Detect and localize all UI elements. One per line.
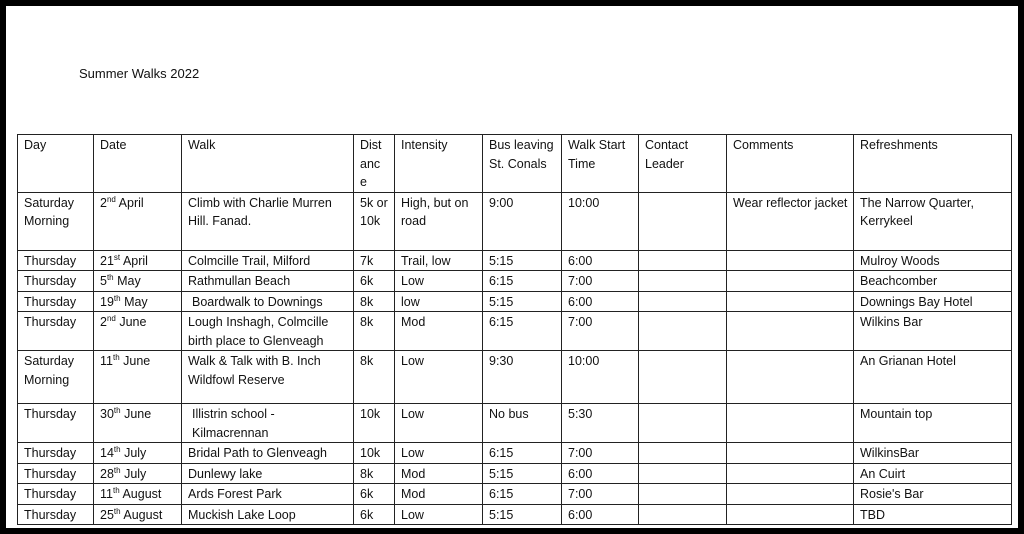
- cell-intensity: High, but on road: [395, 192, 483, 250]
- cell-comments: [727, 504, 854, 525]
- cell-date: [94, 291, 182, 312]
- table-row: [18, 312, 1012, 351]
- cell-distance: 8k: [354, 291, 395, 312]
- cell-contact-leader: [639, 404, 727, 443]
- cell-bus: 5:15: [483, 250, 562, 271]
- cell-start-time: 6:00: [562, 463, 639, 484]
- cell-intensity: Trail, low: [395, 250, 483, 271]
- cell-date: [94, 404, 182, 443]
- cell-bus: 6:15: [483, 312, 562, 351]
- cell-bus: 5:15: [483, 291, 562, 312]
- date-day: 11: [100, 354, 113, 368]
- cell-walk: Colmcille Trail, Milford: [182, 250, 354, 271]
- cell-day: Thursday: [18, 504, 94, 525]
- cell-contact-leader: [639, 484, 727, 505]
- cell-date: [94, 271, 182, 292]
- header-distance: Dist anc e: [354, 135, 395, 193]
- date-day: 2: [100, 195, 107, 210]
- cell-contact-leader: [639, 312, 727, 351]
- cell-start-time: 10:00: [562, 351, 639, 404]
- cell-intensity: Mod: [395, 312, 483, 351]
- cell-day: Saturday Morning: [18, 192, 94, 250]
- cell-intensity: Low: [395, 351, 483, 404]
- date-day: 11: [100, 487, 113, 501]
- walks-table: [17, 134, 1012, 525]
- cell-start-time: 5:30: [562, 404, 639, 443]
- table-row: [18, 443, 1012, 464]
- document-page: [6, 6, 1018, 528]
- date-month: June: [119, 315, 147, 329]
- cell-start-time: 7:00: [562, 443, 639, 464]
- cell-contact-leader: [639, 443, 727, 464]
- cell-comments: [727, 404, 854, 443]
- table-row: [18, 463, 1012, 484]
- date-ordinal-suffix: th: [113, 406, 121, 415]
- cell-distance: 8k: [354, 463, 395, 484]
- table-row: [18, 192, 1012, 250]
- cell-walk: Muckish Lake Loop: [182, 504, 354, 525]
- cell-distance: 8k: [354, 312, 395, 351]
- date-day: 19: [100, 294, 114, 309]
- date-month: July: [124, 446, 147, 460]
- cell-date: [94, 484, 182, 505]
- cell-contact-leader: [639, 192, 727, 250]
- cell-date: [94, 504, 182, 525]
- cell-date: [94, 250, 182, 271]
- cell-refreshments: An Cuirt: [854, 463, 1012, 484]
- cell-day: Thursday: [18, 271, 94, 292]
- cell-comments: [727, 271, 854, 292]
- cell-bus: 6:15: [483, 271, 562, 292]
- date-day: 28: [100, 466, 114, 481]
- cell-day: Thursday: [18, 463, 94, 484]
- date-ordinal-suffix: th: [113, 465, 121, 475]
- cell-start-time: 7:00: [562, 271, 639, 292]
- date-month: May: [124, 294, 148, 309]
- date-ordinal-suffix: th: [113, 506, 121, 516]
- header-refreshments: Refreshments: [854, 135, 1012, 193]
- cell-bus: No bus: [483, 404, 562, 443]
- cell-date: [94, 192, 182, 250]
- cell-distance: 10k: [354, 404, 395, 443]
- cell-bus: 5:15: [483, 463, 562, 484]
- date-day: 2: [100, 315, 107, 329]
- cell-walk: Lough Inshagh, Colmcille birth place to Glenveagh: [182, 312, 354, 351]
- date-day: 30: [100, 407, 114, 421]
- cell-walk: Illistrin school - Kilmacrennan: [182, 404, 354, 443]
- cell-date: [94, 312, 182, 351]
- cell-date: [94, 463, 182, 484]
- date-ordinal-suffix: th: [106, 273, 114, 282]
- cell-refreshments: Mountain top: [854, 404, 1012, 443]
- cell-refreshments: The Narrow Quarter, Kerrykeel: [854, 192, 1012, 250]
- header-contact-leader: Contact Leader: [639, 135, 727, 193]
- cell-refreshments: WilkinsBar: [854, 443, 1012, 464]
- cell-distance: 6k: [354, 484, 395, 505]
- cell-contact-leader: [639, 291, 727, 312]
- date-month: April: [118, 195, 144, 210]
- page-title: Summer Walks 2022: [79, 66, 200, 81]
- cell-day: Thursday: [18, 404, 94, 443]
- cell-walk: Bridal Path to Glenveagh: [182, 443, 354, 464]
- cell-start-time: 7:00: [562, 484, 639, 505]
- table-row: [18, 484, 1012, 505]
- cell-refreshments: Mulroy Woods: [854, 250, 1012, 271]
- cell-refreshments: Rosie's Bar: [854, 484, 1012, 505]
- cell-intensity: Mod: [395, 463, 483, 484]
- table-row: [18, 404, 1012, 443]
- cell-start-time: 7:00: [562, 312, 639, 351]
- cell-bus: 9:00: [483, 192, 562, 250]
- date-month: June: [123, 354, 151, 368]
- cell-intensity: Low: [395, 443, 483, 464]
- cell-comments: Wear reflector jacket: [727, 192, 854, 250]
- cell-distance: 7k: [354, 250, 395, 271]
- table-row: [18, 271, 1012, 292]
- cell-comments: [727, 351, 854, 404]
- cell-contact-leader: [639, 463, 727, 484]
- date-day: 14: [100, 446, 114, 460]
- table-row: [18, 504, 1012, 525]
- cell-contact-leader: [639, 351, 727, 404]
- cell-distance: 6k: [354, 504, 395, 525]
- cell-refreshments: TBD: [854, 504, 1012, 525]
- header-intensity: Intensity: [395, 135, 483, 193]
- cell-comments: [727, 463, 854, 484]
- cell-date: [94, 443, 182, 464]
- date-month: August: [122, 487, 162, 501]
- table-row: [18, 250, 1012, 271]
- table-body: [18, 192, 1012, 525]
- cell-walk: Ards Forest Park: [182, 484, 354, 505]
- cell-walk: Climb with Charlie Murren Hill. Fanad.: [182, 192, 354, 250]
- header-comments: Comments: [727, 135, 854, 193]
- cell-comments: [727, 250, 854, 271]
- date-month: June: [124, 407, 152, 421]
- date-ordinal-suffix: th: [112, 486, 120, 495]
- cell-walk: Walk & Talk with B. Inch Wildfowl Reserve: [182, 351, 354, 404]
- cell-day: Thursday: [18, 291, 94, 312]
- cell-day: Thursday: [18, 484, 94, 505]
- cell-comments: [727, 484, 854, 505]
- header-date: Date: [94, 135, 182, 193]
- header-start-time: Walk Start Time: [562, 135, 639, 193]
- cell-distance: 6k: [354, 271, 395, 292]
- date-day: 21: [100, 253, 114, 268]
- cell-refreshments: Beachcomber: [854, 271, 1012, 292]
- cell-intensity: low: [395, 291, 483, 312]
- cell-start-time: 10:00: [562, 192, 639, 250]
- date-day: 5: [100, 274, 107, 288]
- date-ordinal-suffix: th: [113, 293, 121, 303]
- cell-walk: Boardwalk to Downings: [182, 291, 354, 312]
- cell-intensity: Low: [395, 504, 483, 525]
- cell-walk: Rathmullan Beach: [182, 271, 354, 292]
- date-ordinal-suffix: nd: [106, 194, 116, 204]
- header-bus: Bus leaving St. Conals: [483, 135, 562, 193]
- cell-refreshments: Wilkins Bar: [854, 312, 1012, 351]
- cell-bus: 6:15: [483, 484, 562, 505]
- cell-date: [94, 351, 182, 404]
- cell-intensity: Low: [395, 271, 483, 292]
- cell-day: Thursday: [18, 312, 94, 351]
- header-day: Day: [18, 135, 94, 193]
- cell-day: Saturday Morning: [18, 351, 94, 404]
- cell-refreshments: Downings Bay Hotel: [854, 291, 1012, 312]
- table-row: [18, 291, 1012, 312]
- cell-walk: Dunlewy lake: [182, 463, 354, 484]
- cell-contact-leader: [639, 504, 727, 525]
- date-month: May: [117, 274, 141, 288]
- date-ordinal-suffix: st: [113, 252, 121, 262]
- cell-bus: 6:15: [483, 443, 562, 464]
- cell-bus: 5:15: [483, 504, 562, 525]
- date-month: July: [124, 466, 147, 481]
- cell-distance: 10k: [354, 443, 395, 464]
- cell-day: Thursday: [18, 250, 94, 271]
- header-walk: Walk: [182, 135, 354, 193]
- cell-start-time: 6:00: [562, 504, 639, 525]
- cell-intensity: Low: [395, 404, 483, 443]
- cell-comments: [727, 312, 854, 351]
- cell-distance: 5k or 10k: [354, 192, 395, 250]
- cell-comments: [727, 291, 854, 312]
- table-row: [18, 351, 1012, 404]
- cell-start-time: 6:00: [562, 291, 639, 312]
- cell-intensity: Mod: [395, 484, 483, 505]
- cell-contact-leader: [639, 271, 727, 292]
- cell-start-time: 6:00: [562, 250, 639, 271]
- cell-contact-leader: [639, 250, 727, 271]
- date-day: 25: [100, 507, 114, 522]
- cell-distance: 8k: [354, 351, 395, 404]
- date-month: April: [122, 253, 148, 268]
- cell-bus: 9:30: [483, 351, 562, 404]
- cell-day: Thursday: [18, 443, 94, 464]
- date-ordinal-suffix: nd: [106, 314, 116, 323]
- date-month: August: [123, 507, 163, 522]
- cell-comments: [727, 443, 854, 464]
- date-ordinal-suffix: th: [112, 353, 120, 362]
- cell-refreshments: An Grianan Hotel: [854, 351, 1012, 404]
- table-header-row: [18, 135, 1012, 193]
- date-ordinal-suffix: th: [113, 445, 121, 454]
